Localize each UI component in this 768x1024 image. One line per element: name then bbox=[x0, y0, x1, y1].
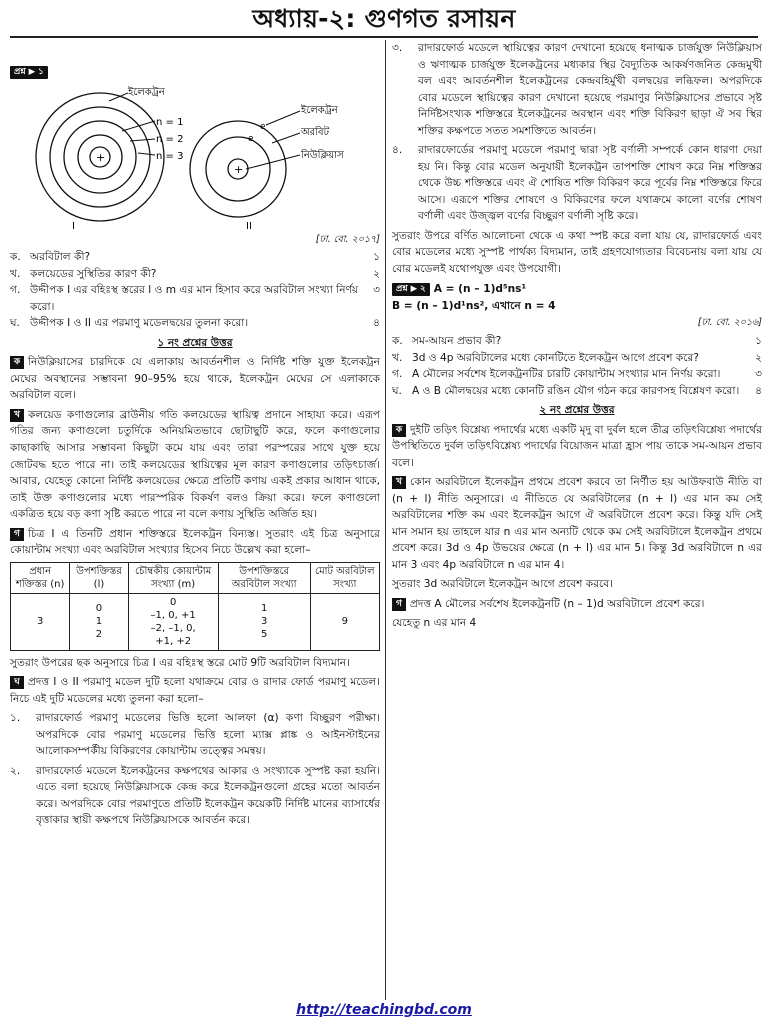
atom-diagram bbox=[10, 81, 380, 231]
rutherford-model-figure bbox=[190, 111, 300, 217]
q2-question-ga: গ. A মৌলের সর্বশেষ ইলেকট্রনটির চারটি কোয়ান্টাম সংখ্যার মান নির্ণয় করো। ৩ bbox=[392, 368, 762, 381]
column-divider bbox=[385, 40, 386, 1000]
quantum-number-table bbox=[10, 562, 380, 651]
fig1-electron-label: ইলেকট্রন bbox=[128, 86, 165, 98]
table-row: 3 0 1 2 0 –1, 0, +1 –2, –1, 0, +1, +2 1 3 5 9 bbox=[11, 593, 380, 650]
q1-answer-ka: ক নিউক্লিয়াসের চারদিকে যে এলাকায় আবর্তনশীল ও নির্দিষ্ট শক্তি যুক্ত ইলেকট্রন মেঘের অবস্থানের সম্ভাবনা 90–95% হয়ে থাকে, ইলেকট্রন মেঘের সে এলাকাকে অরবিটাল বলে। bbox=[10, 356, 380, 402]
q1-question-ka: ক. অরবিটাল কী? ১ bbox=[10, 251, 380, 264]
q1-answer-ga-conclusion: সুতরাং উপরের ছক অনুসারে চিত্র I এর বহিঃস্থ স্তরে মোট 9টি অরবিটাল বিদ্যমান। bbox=[10, 656, 350, 669]
fig1-level-3: n = 3 bbox=[156, 150, 184, 162]
fig2-orbit-label: অরবিট bbox=[301, 126, 330, 138]
footer-website-link[interactable]: http://teachingbd.com bbox=[296, 1002, 472, 1018]
question-2-badge: প্রশ্ন ▶ ২ bbox=[392, 283, 430, 296]
q1-source: [ঢা. বো. ২০১৭] bbox=[315, 233, 380, 245]
fig2-nucleus-label: নিউক্লিয়াস bbox=[301, 149, 344, 161]
svg-text:+: + bbox=[234, 162, 244, 176]
q2-question-ka: ক. সম-আয়ন প্রভাব কী? ১ bbox=[392, 335, 762, 348]
table-header: মোট অরবিটাল সংখ্যা bbox=[310, 562, 379, 593]
table-header: প্রধান শক্তিস্তর (n) bbox=[11, 562, 70, 593]
q1-question-ga: গ. উদ্দীপক I এর বহিঃস্থ স্তরের l ও m এর মান হিসাব করে অরবিটাল সংখ্যা নির্ণয় করো। ৩ bbox=[10, 284, 380, 313]
q2-answer-ka: ক দুইটি তড়িৎ বিশ্লেষ্য পদার্থের মধ্যে একটি মৃদু বা দুর্বল হলে তীব্র তড়িৎবিশ্লেষ্য পদার্থের উপস্থিতিতে দুর্বল তড়িৎবিশ্লেষ্য পদার্থের বিয়োজন মাত্রা হ্রাস পায় তাকে সম-আয়ন প্রভাব বলে। bbox=[392, 423, 762, 469]
comparison-point-3: ৩. রাদারফোর্ড মডেলে স্থায়িত্বের কারণ দেখানো হয়েছে ধনাত্মক চার্জযুক্ত নিউক্লিয়াস ও ঋণাত্মক চার্জযুক্ত ইলেকট্রনের মধ্যকার স্থির বৈদ্যুতিক আকর্ষণজনিত কেন্দ্রমুখী বল এবং আবর্তনশীল ইলেকট্রনের কেন্দ্রবহির্মুখী বলদ্বয়ের লব্ধিফল। অপরদিকে বোর মডেলে স্থায়িত্বের কারণ দেখানো হয়েছে পরমাণুর নিউক্লিয়াসের প্রভাবে সৃষ্ট নির্দিষ্টসংখ্যক শক্তিস্তরে ইলেকট্রনের অবস্থান এবং শক্তি বিকিরণ ছাড়া ঐ সব স্থির শক্তির কক্ষপতে সতত সমশক্তিতে আবর্তন। bbox=[392, 42, 762, 137]
table-header: উপশক্তিস্তর (l) bbox=[70, 562, 128, 593]
chapter-title: অধ্যায়-২: গুণগত রসায়ন bbox=[252, 4, 516, 33]
q2-answer-kha: খ কোন অরবিটালে ইলেকট্রন প্রথমে প্রবেশ করবে তা নির্ণীত হয় আউফবাউ নীতি বা (n + l) নীতি অনুসারে। এ নীতিতে যে অরবিটালের (n + l) এর মান কম সেই অরবিটালের শক্তি কম এবং ইলেকট্রন আগে ঐ অরবিটালে প্রবেশ করে। কিন্তু যদি সেই মান সমান হয় তাহলে যার n এর মান অন্যটি থেকে কম সেই অরবিটালে ইলেকট্রন প্রথমে প্রবেশ করে। 3d ও 4p উভয়ের ক্ষেত্রে (n + l) এর মান 5। কিন্তু 3d অরবিটালে n এর মান 3 এবং 4p অরবিটালে n এর মান 4। bbox=[392, 476, 762, 571]
q2-answer-heading: ২ নং প্রশ্নের উত্তর bbox=[539, 404, 615, 417]
q1-answer-gha-conclusion: সুতরাং উপরে বর্ণিত আলোচনা থেকে এ কথা স্পষ্ট করে বলা যায় যে, রাদারফোর্ড এবং বোর মডেলের মধ্যে সুস্পষ্ট পার্থক্য বিদ্যমান, তাই গ্রহণযোগ্যতার বিবেচনায় বলা যায় যে বোর মডেলই যথোপযুক্ত এবং উপযোগী। bbox=[392, 229, 762, 275]
svg-text:e: e bbox=[260, 121, 266, 132]
q2-answer-ga-cont: যেহেতু n এর মান 4 bbox=[392, 617, 477, 630]
fig2-electron-label: ইলেকট্রন bbox=[301, 104, 338, 116]
fig1-level-2: n = 2 bbox=[156, 133, 184, 145]
atom-models-figure bbox=[10, 81, 380, 231]
comparison-point-2: ২. রাদারফোর্ড মডেলে ইলেকট্রনের কক্ষপথের আকার ও সংখ্যাকে সুস্পষ্ট করা হয়নি। এতে বলা হয়েছে নিউক্লিয়াসকে কেন্দ্র করে ইলেকট্রনগুলো গ্রহের মতো আবর্তন করে। অপরদিকে বোর পরমাণুতে প্রতিটি ইলেকট্রন কয়েকটি নির্দিষ্ট মানের ব্যাসার্ধের বৃত্তাকার স্থায়ী কক্ষপথে নিউক্লিয়াসকে আবর্তন করে। bbox=[10, 764, 380, 827]
q2-stimulus bbox=[392, 281, 762, 314]
element-b-config: B = (n – 1)d¹ns², এখানে n = 4 bbox=[392, 299, 556, 312]
q1-answer-ga: গ চিত্র I এ তিনটি প্রধান শক্তিস্তরে ইলেকট্রন বিন্যস্ত। সুতরাং এই চিত্র অনুসারে কোয়ান্টাম সংখ্যা এবং অরবিটাল সংখ্যার হিসেব নিচে উল্লেখ করা হলো– bbox=[10, 527, 380, 557]
q1-answer-gha-intro: ঘ প্রদত্ত I ও II পরমাণু মডেল দুটি হলো যথাক্রমে বোর ও রাদার ফোর্ড পরমাণু মডেল। নিচে এই দুটি মডেলের মধ্যে তুলনা করা হলো– bbox=[10, 676, 380, 705]
q2-answer-kha-conclusion: সুতরাং 3d অরবিটালে ইলেকট্রন আগে প্রবেশ করবে। bbox=[392, 578, 613, 591]
element-a-config: A = (n – 1)d⁵ns¹ bbox=[433, 283, 527, 296]
comparison-point-1: ১. রাদারফোর্ড পরমাণু মডেলের ভিত্তি হলো আলফা (α) কণা বিচ্ছুরণ পরীক্ষা। অপরদিকে বোর পরমাণু মডেলের ভিত্তি হলো ম্যাক্স প্লাঙ্ক ও আইনস্টাইনের আলোকসম্পর্কীয় বিকিরণের কোয়ান্টাম তত্ত্বের সমন্বয়। bbox=[10, 712, 380, 758]
q1-question-gha: ঘ. উদ্দীপক I ও II এর পরমাণু মডেলদ্বয়ের তুলনা করো। ৪ bbox=[10, 317, 380, 330]
left-column bbox=[10, 40, 380, 832]
right-column bbox=[392, 40, 762, 635]
q1-question-kha: খ. কলয়েডের সুস্থিতির কারণ কী? ২ bbox=[10, 267, 380, 280]
table-header: উপশক্তিস্তরে অরবিটাল সংখ্যা bbox=[218, 562, 310, 593]
fig1-level-1: n = 1 bbox=[156, 116, 184, 128]
fig2-caption: II bbox=[246, 220, 252, 231]
q2-answer-ga: গ প্রদত্ত A মৌলের সর্বশেষ ইলেকট্রনটি (n – 1)d অরবিটালে প্রবেশ করে। bbox=[392, 596, 762, 613]
q2-question-gha: ঘ. A ও B মৌলদ্বয়ের মধ্যে কোনটি রঙিন যৌগ গঠন করে কারণসহ বিশ্লেষণ করো। ৪ bbox=[392, 384, 762, 397]
q1-answer-kha: খ কলয়েড কণাগুলোর ব্রাউনীয় গতি কলয়েডের স্থায়িত্ব প্রদানে সাহায্য করে। এরূপ গতির জন্য কণাগুলো চতুর্দিকে অনিয়মিতভাবে ছোটাছুটি করে, ফলে কণাগুলোর কাছাকাছি আসার সম্ভাবনা কিছুটা কমে যায় এবং তারা পরস্পরের সাথে যুক্ত হয়ে জোটবদ্ধ হতে পারে না। তাই কলয়েডের স্থায়িত্বের মূল কারণ কণাগুলোর তড়িৎচার্জ। আবার, যেহেতু কোনো নির্দিষ্ট কলয়েডের ক্ষেত্রে প্রতিটি কণায় একই প্রকার আধান থাকে, তাই উক্ত কণাগুলোর মধ্যে পারস্পরিক বিকর্ষণ বলও ক্রিয়া করে। ফলে কণাগুলো একত্রিত হয়ে বড় কণা সৃষ্টি করতে পারে না বলে কণায় সুস্থিতি অর্জিত হয়। bbox=[10, 408, 380, 521]
svg-text:+: + bbox=[96, 150, 106, 164]
q1-answer-heading: ১ নং প্রশ্নের উত্তর bbox=[157, 336, 233, 349]
bohr-model-figure bbox=[36, 93, 164, 221]
question-1-badge: প্রশ্ন ▶ ১ bbox=[10, 66, 48, 79]
table-header: চৌম্বকীয় কোয়ান্টাম সংখ্যা (m) bbox=[128, 562, 218, 593]
fig1-caption: I bbox=[72, 220, 75, 231]
q2-question-kha: খ. 3d ও 4p অরবিটালের মধ্যে কোনটিতে ইলেকট্রন আগে প্রবেশ করে? ২ bbox=[392, 351, 762, 364]
svg-text:e: e bbox=[248, 133, 254, 144]
comparison-point-4: ৪. রাদারফোর্ডের পরমাণু মডেলে পরমাণু দ্বারা সৃষ্ট বর্ণালী সম্পর্কে কোন ধারণা দেয়া হয় নি। কিন্তু বোর মডেল অনুযায়ী ইলেকট্রন তাপশক্তি শোষণ করে নিম্ন শক্তিস্তর থেকে উচ্চ শক্তিস্তরে এবং ঐ শোষিত শক্তি বিকিরণ করে পূর্বের নিম্ন শক্তিস্তরে ফিরে আসে। এরূপে শক্তির শোষণে ও বিকিরণের ফলে যথাক্রমে কালো বর্ণের শোষণ বর্ণালী এবং উজ্জ্বল বর্ণের বিচ্ছুরণ বর্ণালী সৃষ্টি করে। bbox=[392, 144, 762, 223]
title-rule bbox=[10, 36, 758, 38]
q2-source: [ঢা. বো. ২০১৬] bbox=[697, 317, 762, 329]
